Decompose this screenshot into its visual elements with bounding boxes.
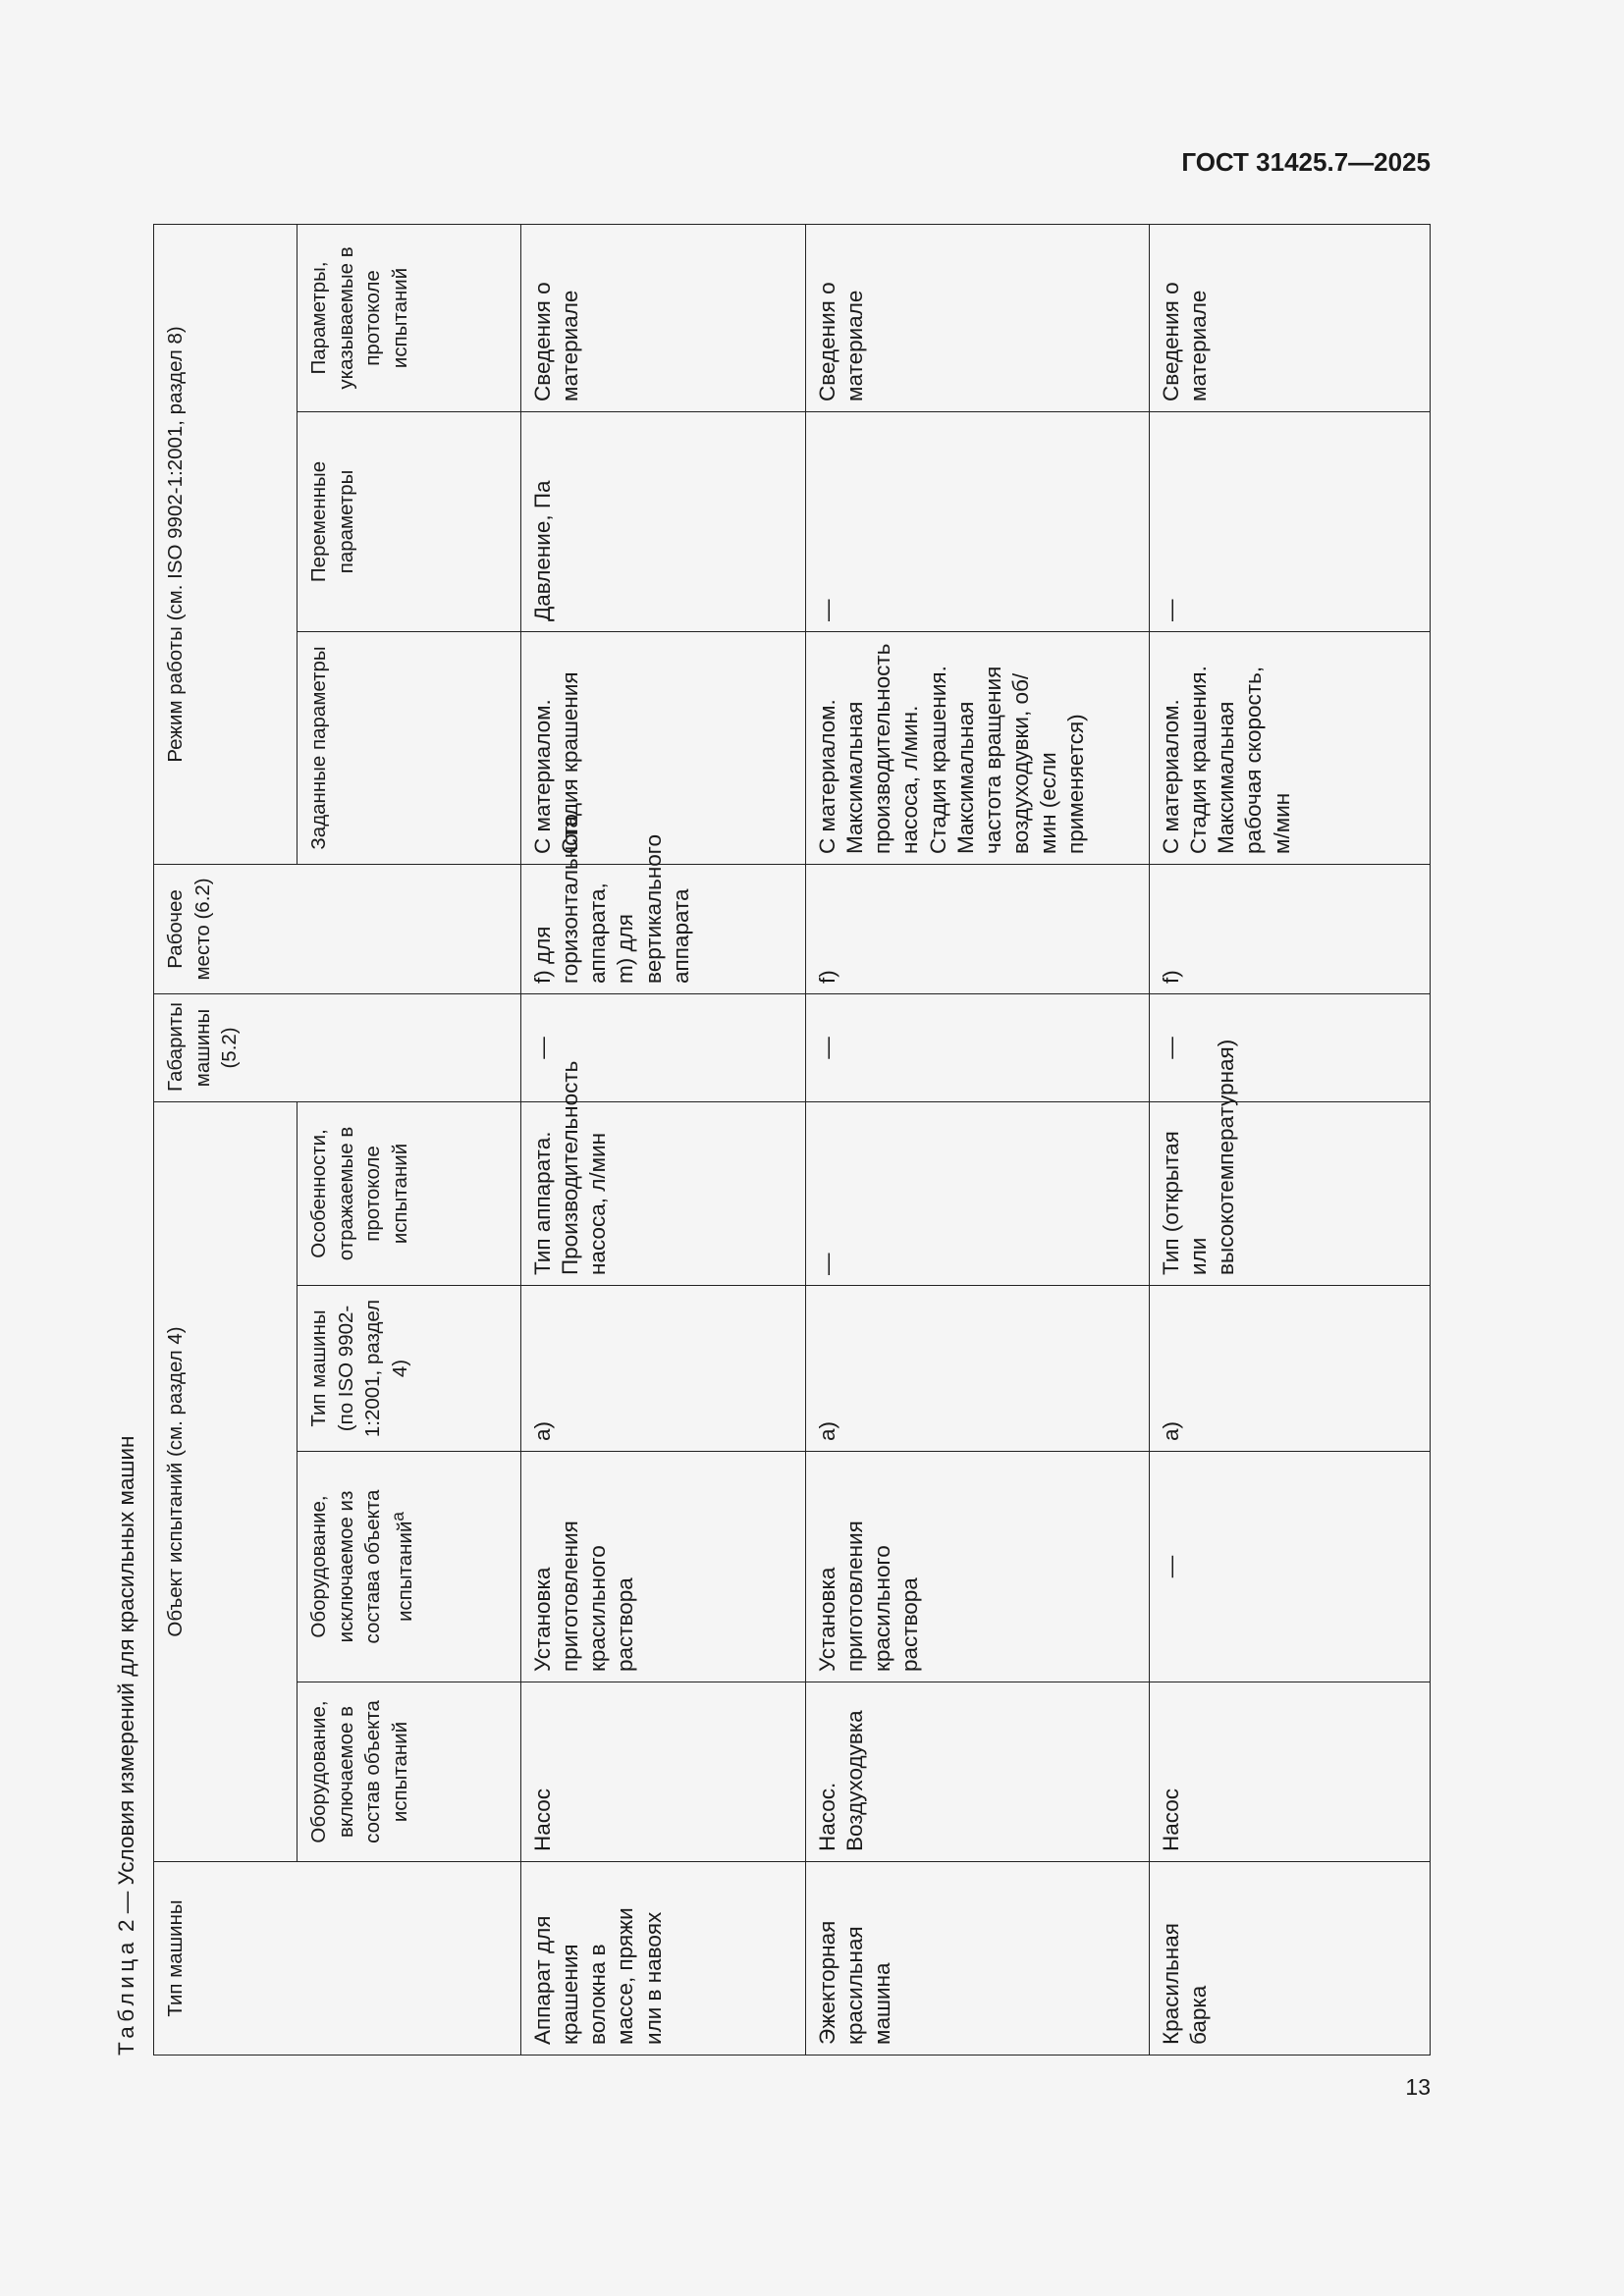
cell-dimensions: — [1150,993,1431,1101]
cell-workplace: f) [806,864,1150,993]
cell-set-parameters: С материалом. Стадия крашения. Максимальная рабочая скорость, м/мин [1150,631,1431,864]
cell-variable-parameters: — [1150,411,1431,631]
cell-workplace: f) [1150,864,1431,993]
table-caption-title: — Условия измерений для красильных машин [114,1435,138,1920]
header-excluded-equipment-footnote: а [389,1512,408,1522]
table-caption-label: Таблица [114,1938,138,2056]
cell-excluded-equipment: Установка приготовления красильного раствора [521,1452,806,1682]
standard-designation: ГОСТ 31425.7—2025 [1181,147,1431,177]
table-row [1150,224,1431,2055]
cell-included-equipment: Насос [1150,1682,1431,1862]
cell-variable-parameters: Давление, Па [521,411,806,631]
table-caption-number: 2 [114,1919,138,1932]
header-variable-parameters: Переменные параметры [298,411,521,631]
cell-workplace: f) для горизонтального аппарата, m) для вертикального аппарата [521,864,806,993]
header-included-equipment: Оборудование, включаемое в состав объекта испытаний [298,1682,521,1862]
conditions-table [153,224,1431,2056]
cell-machine-type-iso: a) [521,1286,806,1452]
rotated-table-container [114,225,1430,2056]
cell-machine-type: Эжекторная красильная машина [806,1862,1150,2056]
cell-machine-type: Красильная барка [1150,1862,1431,2056]
cell-variable-parameters: — [806,411,1150,631]
cell-machine-type-iso: a) [1150,1286,1431,1452]
cell-set-parameters: С материалом. Стадия крашения [521,631,806,864]
table-row [806,224,1150,2055]
cell-report-features: — [806,1101,1150,1285]
cell-set-parameters: С материалом. Максимальная производительность насоса, л/мин. Стадия крашения. Максимальная частота вращения воздуходувки, об/мин (если применяется) [806,631,1150,864]
cell-report-features: Тип аппарата. Производительность насоса, л/мин [521,1101,806,1285]
cell-machine-type: Аппарат для крашения волокна в массе, пряжи или в навоях [521,1862,806,2056]
header-excluded-equipment-text: Оборудование, исключаемое из состава объекта испытаний [307,1489,416,1644]
cell-dimensions: — [521,993,806,1101]
header-machine-type: Тип машины [154,1862,521,2056]
header-report-parameters: Параметры, указываемые в протоколе испытаний [298,224,521,411]
cell-report-parameters: Сведения о материале [806,224,1150,411]
page-number: 13 [1405,2074,1431,2100]
cell-dimensions: — [806,993,1150,1101]
header-workplace: Рабочее место (6.2) [154,864,521,993]
cell-report-parameters: Сведения о материале [521,224,806,411]
table-caption [114,1436,139,2056]
cell-excluded-equipment: — [1150,1452,1431,1682]
cell-included-equipment: Насос. Воздуходувка [806,1682,1150,1862]
table-row [521,224,806,2055]
header-machine-type-iso: Тип машины (по ISO 9902-1:2001, раздел 4) [298,1286,521,1452]
cell-excluded-equipment: Установка приготовления красильного раствора [806,1452,1150,1682]
header-set-parameters: Заданные параметры [298,631,521,864]
header-excluded-equipment [298,1452,521,1682]
cell-report-features: Тип (открытая или высокотемпературная) [1150,1101,1431,1285]
header-dimensions: Габариты машины (5.2) [154,993,521,1101]
cell-included-equipment: Насос [521,1682,806,1862]
header-report-features: Особенности, отражаемые в протоколе испытаний [298,1101,521,1285]
cell-machine-type-iso: a) [806,1286,1150,1452]
cell-report-parameters: Сведения о материале [1150,224,1431,411]
header-operating-mode: Режим работы (см. ISO 9902-1:2001, раздел 8) [154,224,298,864]
header-test-object: Объект испытаний (см. раздел 4) [154,1101,298,1861]
